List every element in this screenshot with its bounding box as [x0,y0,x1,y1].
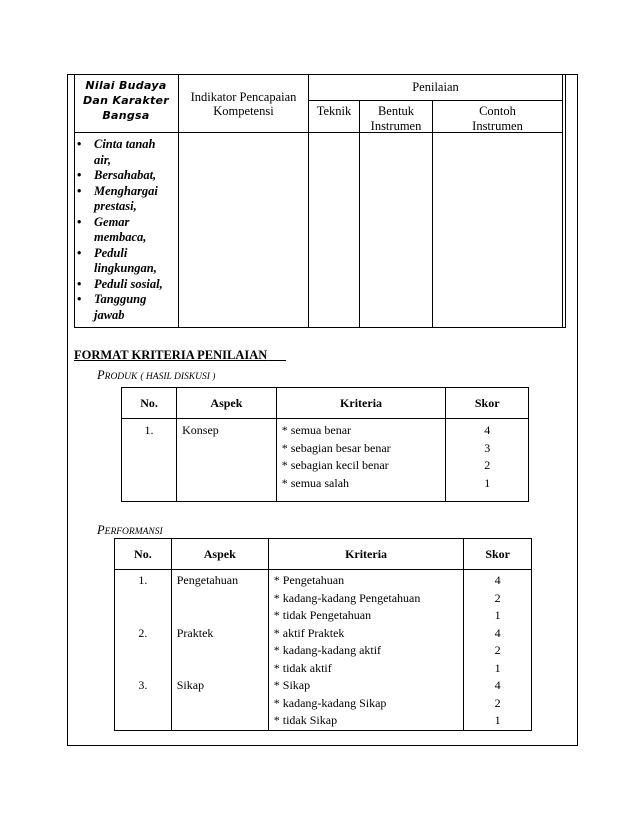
performansi-kriteria-line: * kadang-kadang aktif [273,643,382,657]
performansi-no-line [115,642,171,660]
nilai-item-text: air, [94,152,112,167]
nilai-item-text: lingkungan, [94,261,157,275]
contoh-instrumen-header: Contoh Instrumen [472,104,523,133]
indikator-header: Indikator Pencapaian Kompetensi [190,90,297,118]
performansi-skor-line: 1 [494,660,501,675]
performansi-cell-aspek [171,570,268,731]
produk-kriteria-line: * sebagian kecil benar [281,458,389,472]
performansi-aspek-line: Sikap [176,678,205,692]
performansi-no-line [115,660,171,678]
performansi-skor-line: 2 [494,695,501,710]
performansi-cell-no [115,570,172,731]
produk-cell-kriteria [276,419,446,502]
performansi-kriteria-line: * tidak Sikap [273,713,338,727]
produk-skor-line: 1 [484,475,491,490]
performansi-header-aspek: Aspek [171,539,268,570]
performansi-aspek-line [177,590,268,608]
performansi-cell-skor [464,570,532,731]
nilai-item [74,246,178,277]
format-kriteria-heading: FORMAT KRITERIA PENILAIAN [74,348,268,362]
bullet-icon: • [77,168,82,182]
produk-cell-aspek: Konsep [177,419,277,502]
produk-kriteria-line: * sebagian besar benar [281,440,391,455]
produk-heading: PRODUK ( HASIL DISKUSI ) [97,368,216,382]
performansi-kriteria-line: * Sikap [273,678,311,692]
bentuk-instrumen-header: Bentuk Instrumen [370,104,422,133]
performansi-skor-line: 2 [494,590,501,605]
performansi-skor-line: 4 [494,573,501,587]
performansi-no-line: 3. [138,678,148,692]
performansi-skor-line: 4 [494,678,501,692]
performansi-no-line: 1. [138,573,148,587]
page-right-border [577,74,578,746]
produk-skor-line: 4 [484,423,491,437]
nilai-item-text: Gemar [94,214,130,229]
performansi-aspek-line [177,695,268,713]
performansi-kriteria-line: * Pengetahuan [273,573,345,587]
performansi-skor-line: 2 [494,643,501,657]
performansi-no-line: 2. [138,625,148,640]
performansi-no-line [115,607,171,625]
performansi-header-skor: Skor [464,539,532,570]
page-bottom-border [67,745,578,746]
nilai-item-text: Cinta tanah [94,137,156,151]
performansi-kriteria-line: * aktif Praktek [273,625,345,640]
performansi-aspek-line [177,642,268,660]
penilaian-header: Penilaian [412,80,459,94]
performansi-kriteria-line: * tidak Pengetahuan [273,608,372,622]
nilai-item [74,292,178,323]
produk-skor-line: 2 [484,458,491,472]
performansi-aspek-line [177,660,268,678]
produk-kriteria-line: * semua benar [281,423,352,437]
performansi-header-no: No. [115,539,172,570]
nilai-item-text: Menghargai [94,183,158,198]
performansi-aspek-line: Pengetahuan [176,573,239,587]
performansi-no-line [115,590,171,608]
page-left-border [67,74,68,746]
nilai-budaya-list [74,137,178,323]
produk-skor-line: 3 [484,440,491,455]
nilai-item-text: membaca, [94,230,147,244]
produk-header-aspek: Aspek [177,388,277,419]
performansi-kriteria-line: * tidak aktif [273,660,332,675]
bullet-icon: • [77,137,82,151]
bullet-icon: • [77,183,82,198]
performansi-no-line [115,712,171,730]
nilai-item-text: jawab [94,307,125,322]
performansi-kriteria-line: * kadang-kadang Pengetahuan [273,590,421,605]
produk-cell-no: 1. [122,419,177,502]
performansi-heading: PERFORMANSI [97,523,163,537]
performansi-header-kriteria: Kriteria [268,539,464,570]
produk-header-skor: Skor [446,388,529,419]
performansi-kriteria-line: * kadang-kadang Sikap [273,695,387,710]
performansi-skor-line: 1 [494,608,501,622]
bullet-icon: • [77,245,82,260]
nilai-item [74,215,178,246]
produk-header-kriteria: Kriteria [276,388,446,419]
performansi-aspek-line [177,712,268,730]
nilai-item-text: prestasi, [94,199,137,213]
nilai-item [74,137,178,168]
performansi-aspek-line: Praktek [176,625,214,640]
produk-cell-skor [446,419,529,502]
bullet-icon: • [77,214,82,229]
nilai-item-text: Tanggung [94,292,147,306]
nilai-item [74,184,178,215]
performansi-skor-line: 4 [494,625,501,640]
bullet-icon: • [77,292,82,306]
nilai-budaya-header: Nilai Budaya Dan Karakter Bangsa [82,79,170,122]
nilai-item-text: Peduli sosial, [94,276,163,291]
nilai-item-text: Bersahabat, [94,168,157,182]
produk-table [121,387,529,502]
performansi-table [114,538,532,731]
nilai-item [74,277,178,293]
performansi-no-line [115,695,171,713]
performansi-aspek-line [177,607,268,625]
produk-kriteria-line: * semua salah [281,475,350,490]
performansi-skor-line: 1 [494,713,501,727]
nilai-item-text: Peduli [94,245,128,260]
nilai-budaya-table [74,74,566,328]
teknik-header: Teknik [316,104,352,118]
bullet-icon: • [77,276,82,291]
produk-header-no: No. [122,388,177,419]
performansi-cell-kriteria [268,570,464,731]
nilai-item [74,168,178,184]
